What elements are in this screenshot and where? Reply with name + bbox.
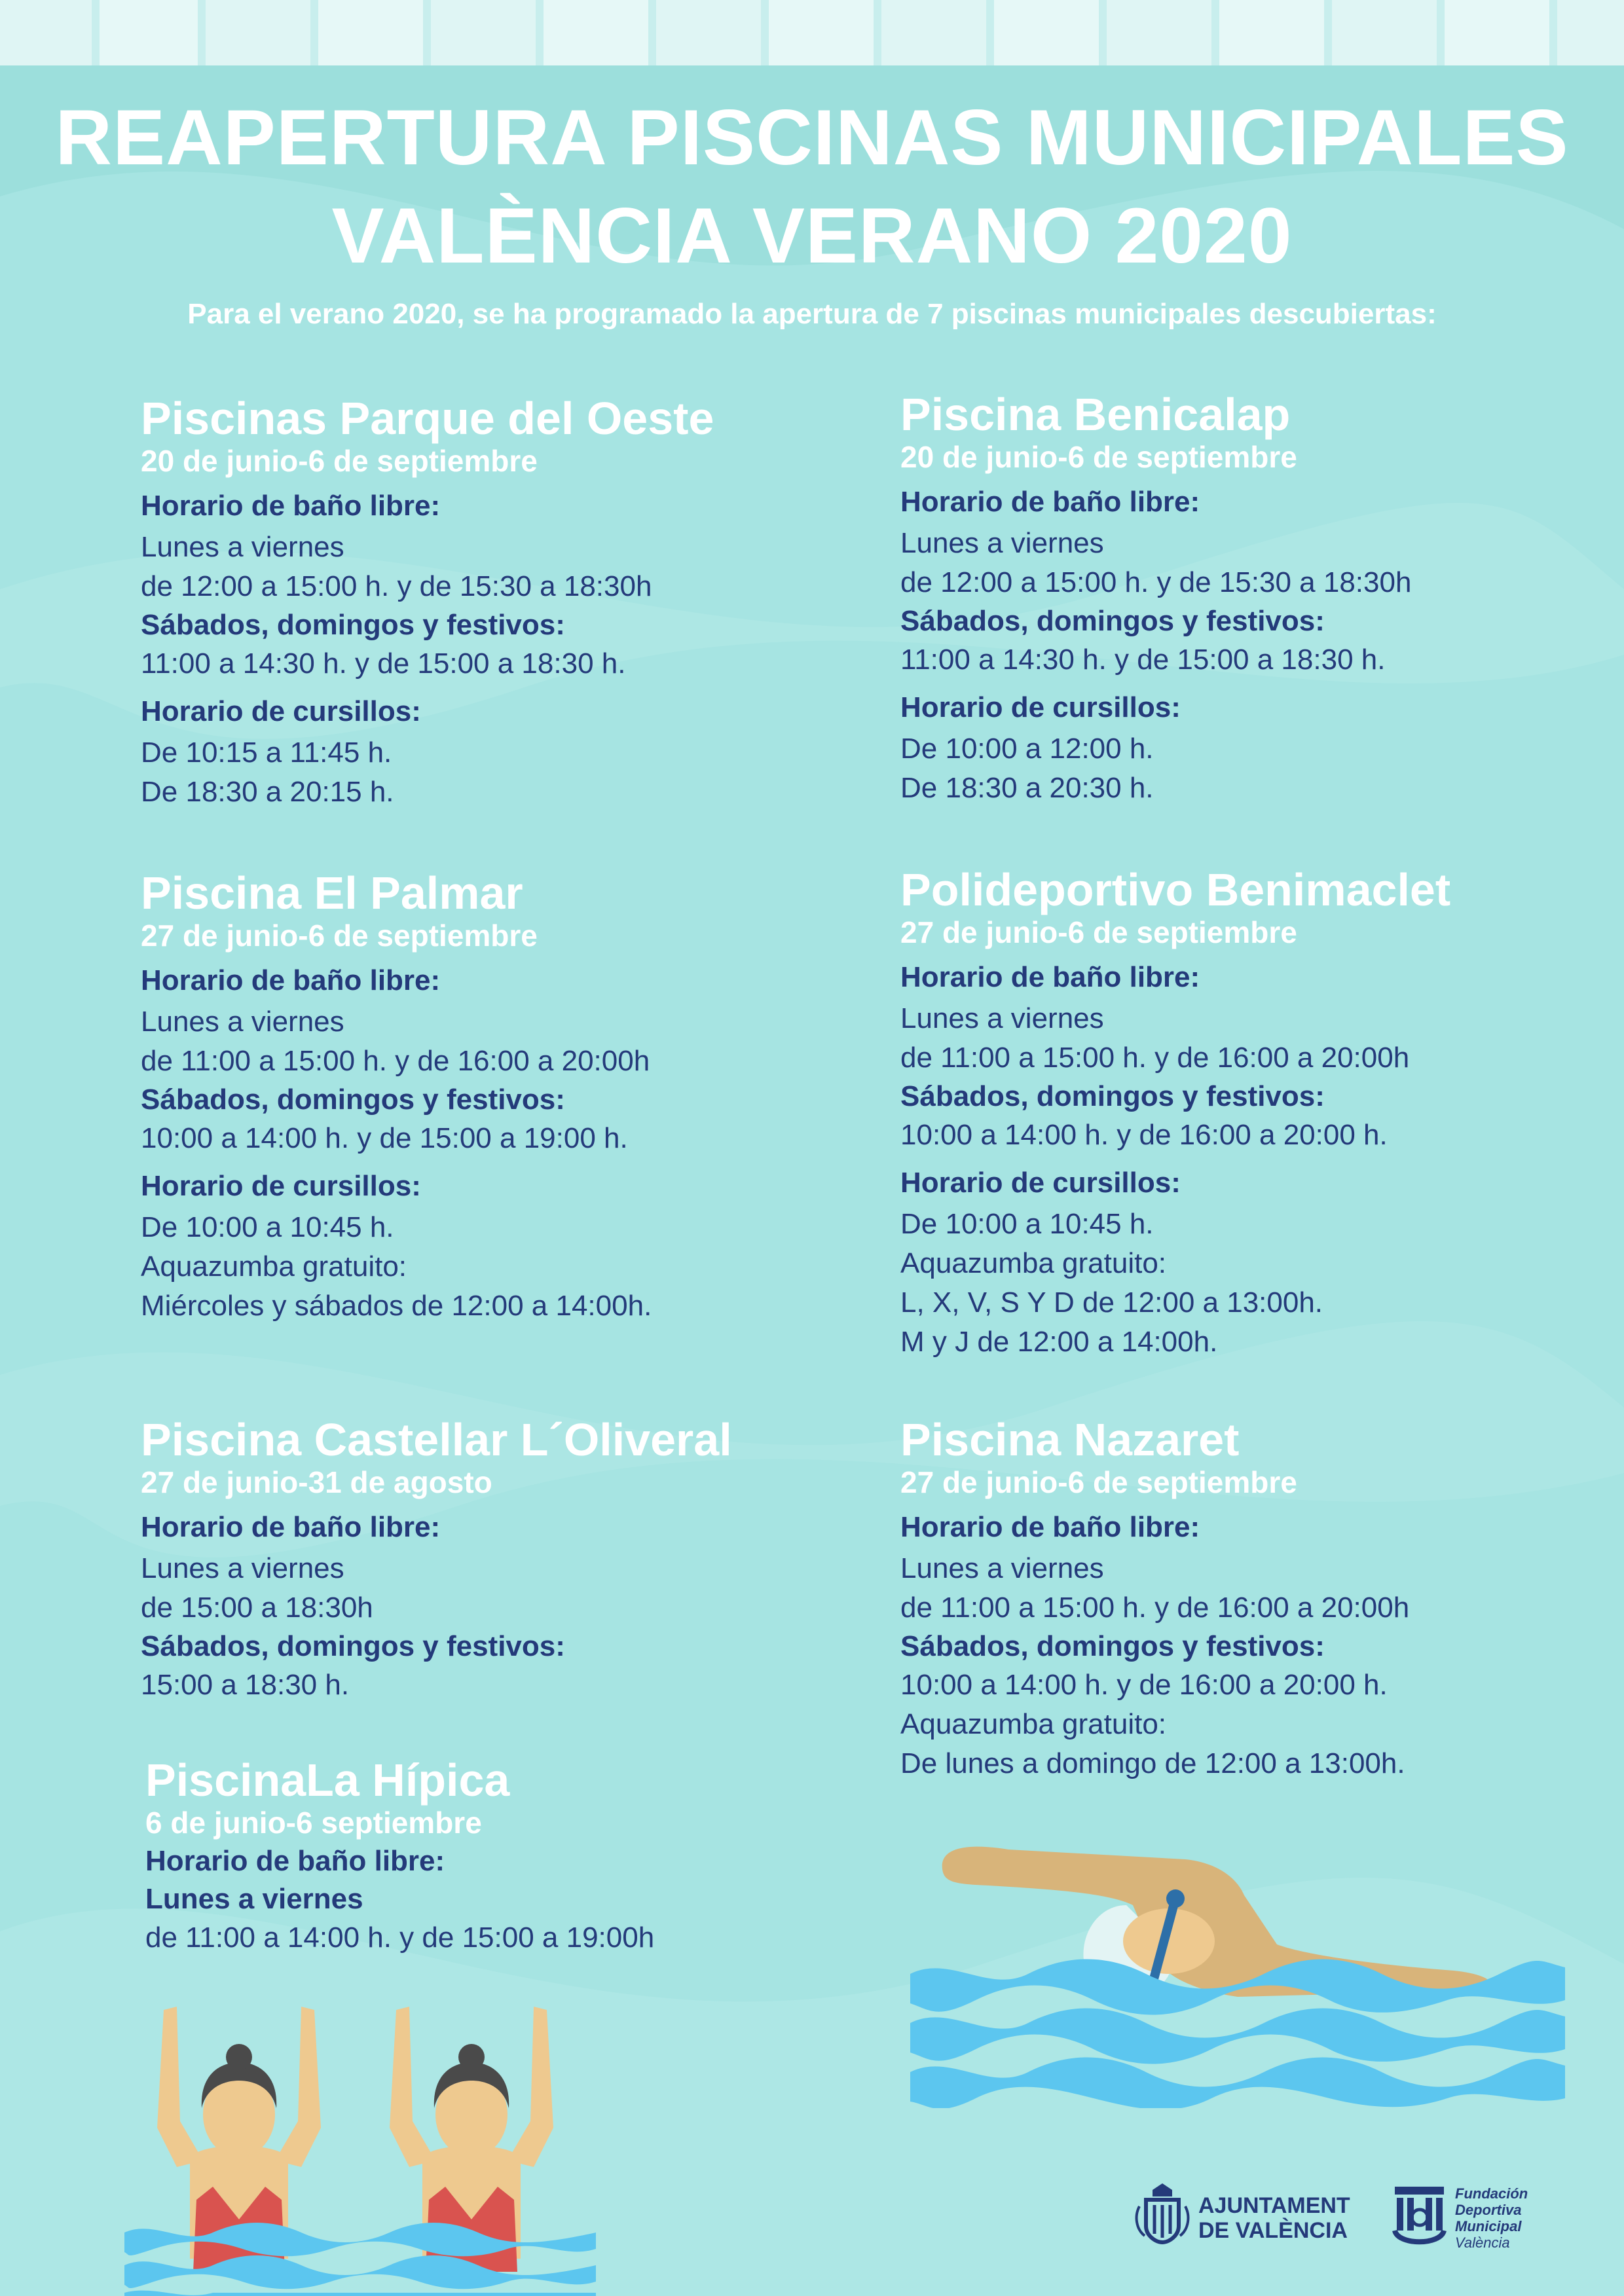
pool-dates: 27 de junio-6 de septiembre [141,919,538,953]
ajuntament-logo-text [1198,2193,1350,2243]
intro-text: Para el verano 2020, se ha programado la apertura de 7 piscinas municipales descubiertas: [187,298,1437,330]
aquazumba-label: Aquazumba gratuito: [141,1250,407,1283]
weekends-label: Sábados, domingos y festivos: [141,609,565,641]
weekends-label: Sábados, domingos y festivos: [141,1630,565,1662]
swimmer-illustration [910,1833,1565,2108]
course-line: De 10:00 a 10:45 h. [141,1211,394,1243]
pool-name: Piscina Benicalap [900,389,1291,440]
weekdays-label: Lunes a viernes [141,1006,344,1038]
weekdays-label: Lunes a viernes [141,1552,344,1584]
free-swim-label: Horario de baño libre: [900,961,1200,993]
pool-dates: 27 de junio-6 de septiembre [900,1465,1297,1499]
free-swim-label: Horario de baño libre: [141,1511,441,1543]
weekend-hours: 11:00 a 14:30 h. y de 15:00 a 18:30 h. [900,644,1386,676]
weekdays-hours: de 15:00 a 18:30h [141,1592,373,1624]
course-line: De 10:15 a 11:45 h. [141,737,392,769]
pool-dates: 20 de junio-6 de septiembre [141,444,538,478]
weekends-label: Sábados, domingos y festivos: [900,605,1325,637]
free-swim-label: Horario de baño libre: [900,1511,1200,1543]
pool-benimaclet [900,864,1595,1362]
weekdays-label: Lunes a viernes [145,1883,363,1915]
fundacion-line-4: València [1455,2234,1510,2251]
pool-name: Polideportivo Benimaclet [900,864,1451,915]
free-swim-label: Horario de baño libre: [141,490,441,522]
title-line-1: REAPERTURA PISCINAS MUNICIPALES [55,94,1569,181]
weekdays-hours: de 12:00 a 15:00 h. y de 15:30 a 18:30h [900,566,1412,598]
course-line: De 10:00 a 10:45 h. [900,1208,1154,1240]
weekdays-label: Lunes a viernes [900,1552,1104,1584]
course-line: De 18:30 a 20:15 h. [141,776,394,808]
fundacion-logo-text [1455,2185,1528,2251]
course-line: De 10:00 a 12:00 h. [900,733,1154,765]
weekdays-hours: de 11:00 a 15:00 h. y de 16:00 a 20:00h [900,1042,1410,1074]
weekdays-label: Lunes a viernes [141,531,344,563]
aquazumba-line: De lunes a domingo de 12:00 a 13:00h. [900,1747,1405,1779]
courses-label: Horario de cursillos: [900,691,1181,723]
pool-name: PiscinaLa Hípica [145,1755,510,1806]
weekdays-hours: de 11:00 a 15:00 h. y de 16:00 a 20:00h [900,1592,1410,1624]
weekends-label: Sábados, domingos y festivos: [900,1080,1325,1112]
fundacion-line-3: Municipal [1455,2218,1522,2234]
weekdays-label: Lunes a viernes [900,527,1104,559]
weekend-hours: 10:00 a 14:00 h. y de 16:00 a 20:00 h. [900,1119,1388,1151]
pool-edge-tiles [0,0,1624,65]
aquazumba-label: Aquazumba gratuito: [900,1247,1167,1279]
pool-dates: 27 de junio-31 de agosto [141,1465,492,1499]
weekdays-label: Lunes a viernes [900,1002,1104,1034]
aquazumba-line: Miércoles y sábados de 12:00 a 14:00h. [141,1290,652,1322]
weekdays-hours: de 11:00 a 15:00 h. y de 16:00 a 20:00h [141,1045,650,1077]
pool-dates: 20 de junio-6 de septiembre [900,440,1297,474]
weekend-hours: 10:00 a 14:00 h. y de 15:00 a 19:00 h. [141,1122,628,1154]
weekdays-hours: de 12:00 a 15:00 h. y de 15:30 a 18:30h [141,570,652,602]
course-line: De 18:30 a 20:30 h. [900,772,1154,804]
pool-name: Piscina Castellar L´Oliveral [141,1414,732,1465]
aquazumba-line: M y J de 12:00 a 14:00h. [900,1326,1218,1358]
pool-castellar-oliveral [141,1414,894,1705]
free-swim-label: Horario de baño libre: [145,1845,445,1877]
title-line-2: VALÈNCIA VERANO 2020 [331,192,1293,280]
pool-benicalap [900,389,1595,808]
fundacion-line-2: Deportiva [1455,2202,1522,2218]
pool-la-hipica [145,1755,866,1958]
pool-nazaret [900,1414,1595,1783]
ajuntament-crest-icon [1133,2180,1192,2246]
aquazumba-label: Aquazumba gratuito: [900,1708,1167,1740]
ajuntament-line-1: AJUNTAMENT [1198,2193,1350,2218]
synchronized-swimmers-illustration [124,1997,596,2296]
pool-dates: 6 de junio-6 septiembre [145,1806,482,1840]
fundacion-logo-icon [1392,2183,1447,2249]
weekends-label: Sábados, domingos y festivos: [141,1084,565,1116]
weekdays-hours: de 11:00 a 14:00 h. y de 15:00 a 19:00h [145,1922,655,1954]
pool-dates: 27 de junio-6 de septiembre [900,915,1297,949]
weekends-label: Sábados, domingos y festivos: [900,1630,1325,1662]
weekend-hours: 10:00 a 14:00 h. y de 16:00 a 20:00 h. [900,1669,1388,1701]
pool-name: Piscina El Palmar [141,867,523,919]
courses-label: Horario de cursillos: [141,695,421,727]
aquazumba-line: L, X, V, S Y D de 12:00 a 13:00h. [900,1286,1323,1319]
pool-name: Piscinas Parque del Oeste [141,393,714,444]
weekend-hours: 15:00 a 18:30 h. [141,1669,350,1701]
pool-parque-del-oeste [141,393,861,812]
ajuntament-line-2: DE VALÈNCIA [1198,2218,1348,2243]
free-swim-label: Horario de baño libre: [141,964,441,996]
courses-label: Horario de cursillos: [900,1167,1181,1199]
weekend-hours: 11:00 a 14:30 h. y de 15:00 a 18:30 h. [141,647,626,680]
courses-label: Horario de cursillos: [141,1170,421,1202]
pool-el-palmar [141,867,861,1326]
fundacion-line-1: Fundación [1455,2185,1528,2202]
pool-name: Piscina Nazaret [900,1414,1240,1465]
free-swim-label: Horario de baño libre: [900,486,1200,518]
